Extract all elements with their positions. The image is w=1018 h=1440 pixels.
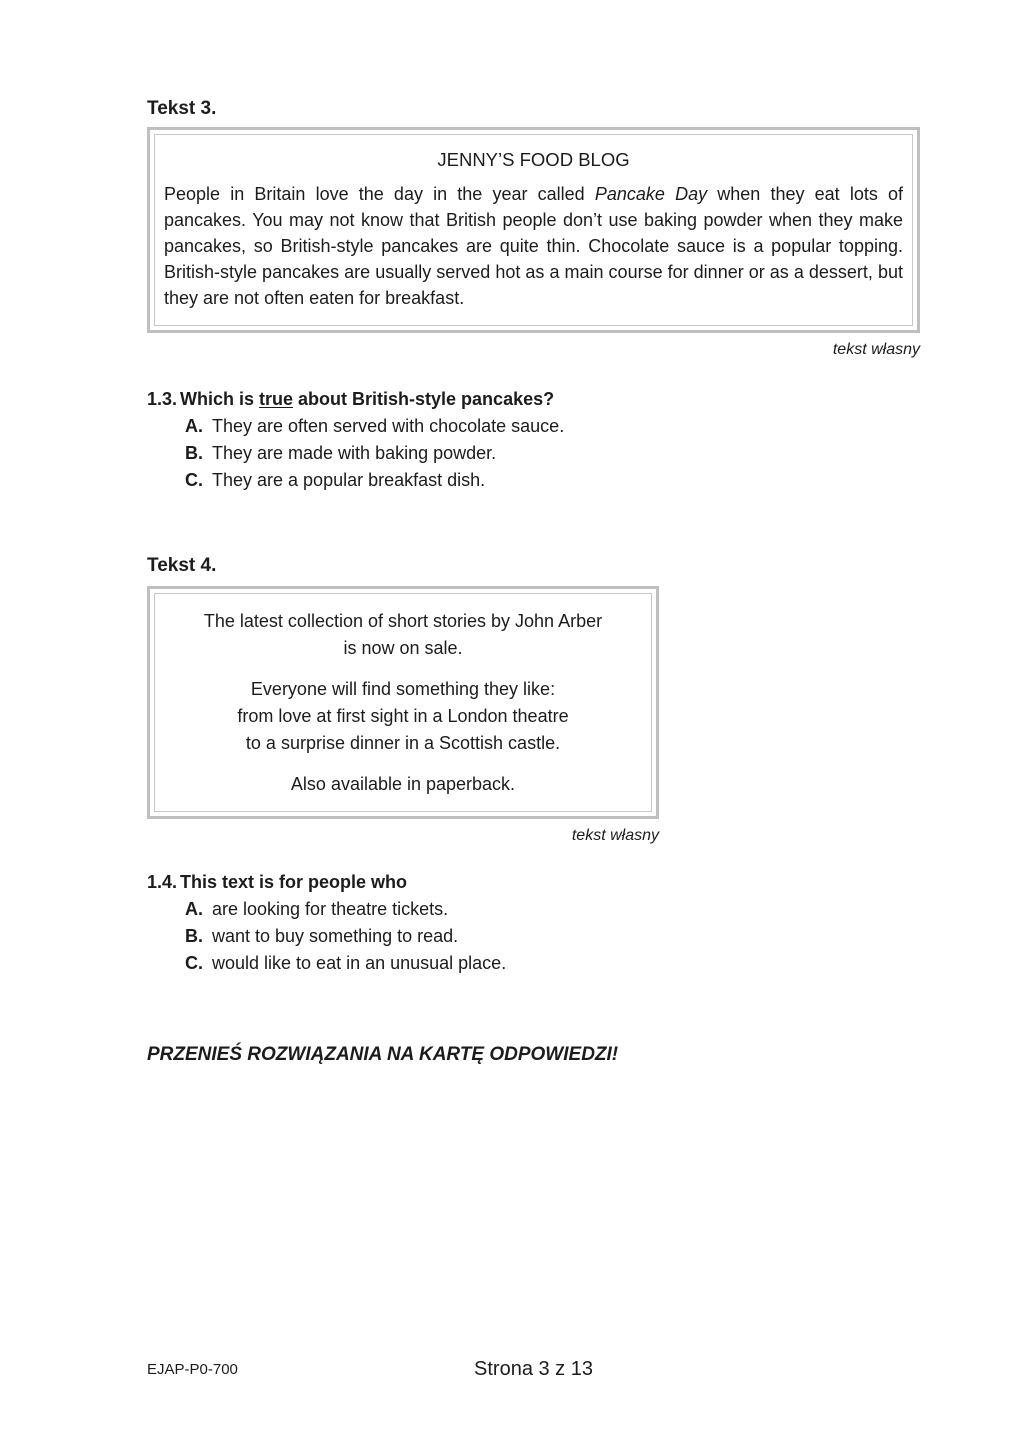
blog-paragraph-end: when they eat lots of pancakes. You may not know that British people don’t use baking powder when they make pancakes, so British-style pancakes are quite thin. Chocolate sauce is a popular topping. British-style pancakes are usually served hot as a main course for dinner or as a dessert, but they are not often eaten for breakfast.	[164, 184, 904, 308]
option-text: They are made with baking powder.	[212, 443, 497, 463]
question-1-3	[147, 386, 920, 493]
ad-line: Everyone will find something they like:	[250, 679, 556, 699]
ad-body	[155, 594, 651, 811]
option-row-1-4-c	[147, 950, 920, 976]
option-row-1-3-b	[147, 440, 920, 466]
option-text: want to buy something to read.	[212, 926, 459, 946]
blog-paragraph-italic-term: Pancake Day	[594, 184, 708, 204]
option-text: are looking for theatre tickets.	[212, 899, 449, 919]
text4-heading: Tekst 4.	[147, 555, 217, 576]
ad-line: from love at first sight in a London theatre	[237, 706, 569, 726]
source-note-text4: tekst własny	[571, 827, 659, 844]
blog-paragraph-start: People in Britain love the day in the year called	[164, 184, 595, 204]
blog-paragraph	[155, 172, 912, 325]
question-1-4-stem: This text is for people who	[180, 872, 408, 892]
option-letter: B.	[185, 926, 203, 946]
option-text: They are often served with chocolate sauce.	[212, 416, 565, 436]
ad-line: to a surprise dinner in a Scottish castle.	[245, 733, 561, 753]
option-row-1-4-b	[147, 923, 920, 949]
blog-title: JENNY’S FOOD BLOG	[437, 149, 630, 170]
stem-underlined-word: true	[259, 389, 294, 409]
source-note-text3: tekst własny	[832, 341, 920, 358]
option-letter: C.	[185, 470, 203, 490]
ad-group-3	[169, 771, 637, 798]
ad-group-2	[169, 676, 637, 757]
question-1-3-stem	[180, 386, 554, 412]
question-1-3-number: 1.3.	[147, 389, 178, 409]
footer-page-number: Strona 3 z 13	[474, 1358, 593, 1380]
page-content	[147, 0, 920, 1067]
footer-exam-code: EJAP-P0-700	[147, 1361, 238, 1378]
text4-box-inner	[154, 593, 652, 812]
stem-after: about British-style pancakes?	[293, 389, 555, 409]
option-letter: C.	[185, 953, 203, 973]
question-1-4-number: 1.4.	[147, 872, 178, 892]
option-row-1-3-c	[147, 467, 920, 493]
option-row-1-4-a	[147, 896, 920, 922]
text3-heading: Tekst 3.	[147, 98, 217, 119]
option-letter: A.	[185, 416, 203, 436]
text4-box	[147, 586, 659, 819]
option-letter: B.	[185, 443, 203, 463]
transfer-instruction: PRZENIEŚ ROZWIĄZANIA NA KARTĘ ODPOWIEDZI!	[147, 1044, 619, 1065]
question-1-3-header	[147, 386, 920, 412]
ad-line: Also available in paperback.	[290, 774, 516, 794]
option-row-1-3-a	[147, 413, 920, 439]
stem-before: Which is	[180, 389, 260, 409]
text3-box	[147, 127, 920, 333]
ad-line: The latest collection of short stories by John Arber	[203, 611, 603, 631]
ad-line: is now on sale.	[343, 638, 463, 658]
question-1-4-header	[147, 869, 920, 895]
option-text: would like to eat in an unusual place.	[212, 953, 507, 973]
ad-group-1	[169, 608, 637, 662]
text3-box-inner	[154, 134, 913, 326]
option-letter: A.	[185, 899, 203, 919]
question-1-4	[147, 869, 920, 976]
option-text: They are a popular breakfast dish.	[212, 470, 486, 490]
